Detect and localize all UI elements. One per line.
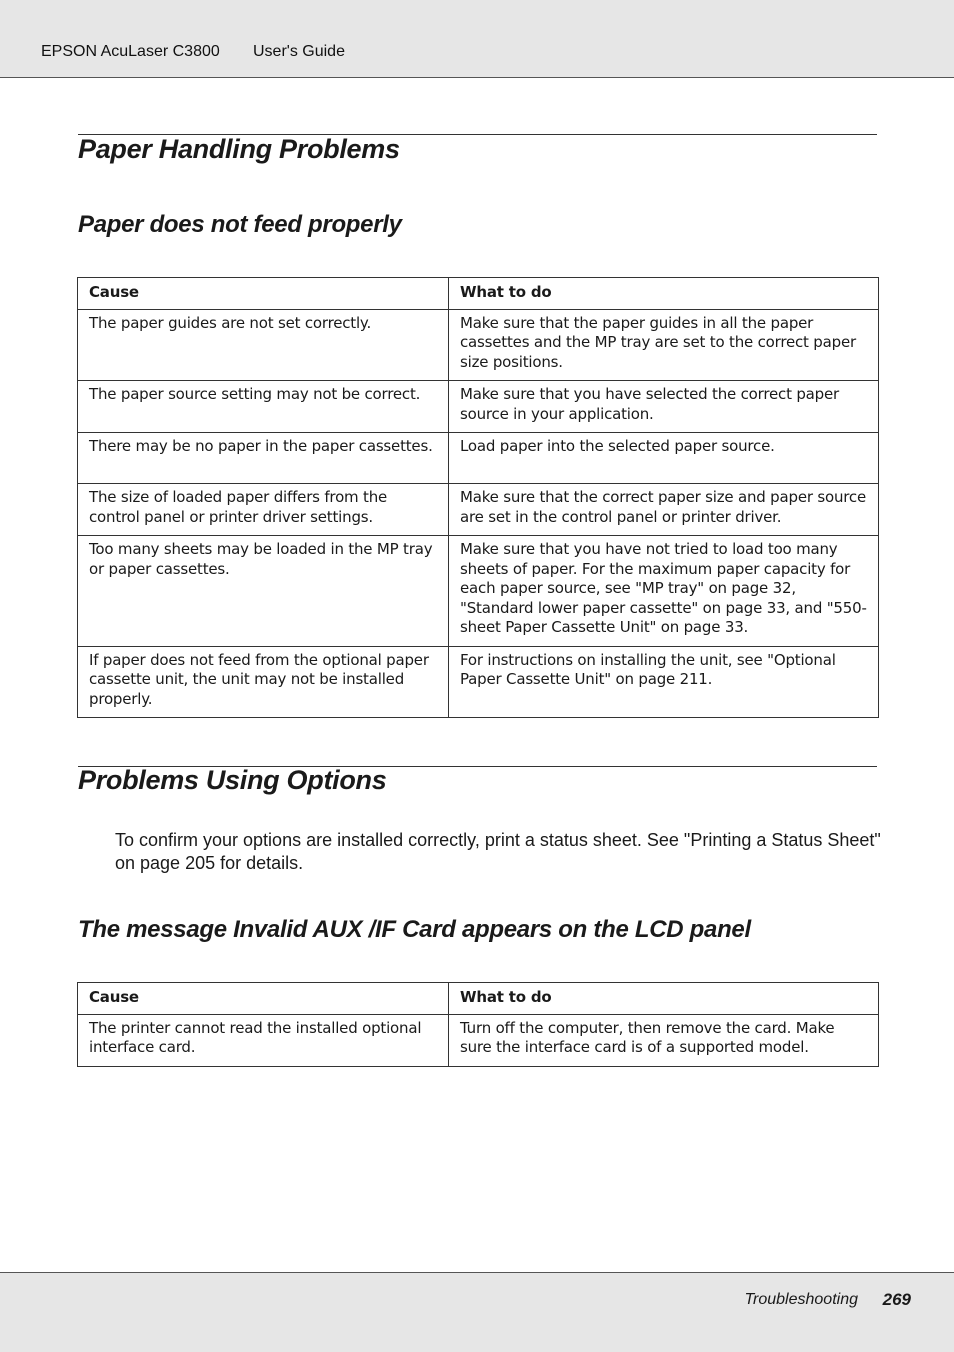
paper-feed-table: [77, 277, 879, 718]
table-row: [78, 381, 879, 433]
page-number: 269: [882, 1290, 911, 1309]
table-header-row: [78, 983, 879, 1015]
remedy-cell: Make sure that you have not tried to load too many sheets of paper. For the maximum paper capacity for each paper source, see "MP tray" on page 32, "Standard lower paper cassette" on page 33, and "550-sheet Paper Cassette Unit" on page 33.: [449, 536, 879, 647]
column-header-what-to-do: What to do: [449, 983, 879, 1015]
table-row: [78, 536, 879, 647]
remedy-cell: Make sure that the correct paper size and paper source are set in the control panel or printer driver.: [449, 484, 879, 536]
table-row: [78, 484, 879, 536]
section-title: Problems Using Options: [78, 765, 387, 795]
header-product: EPSON AcuLaser C3800: [41, 43, 220, 60]
cause-cell: The printer cannot read the installed optional interface card.: [78, 1014, 449, 1066]
cause-cell: Too many sheets may be loaded in the MP tray or paper cassettes.: [78, 536, 449, 647]
header-guide-title: User's Guide: [253, 43, 345, 60]
cause-cell: The paper source setting may not be correct.: [78, 381, 449, 433]
table-row: [78, 1014, 879, 1066]
intro-paragraph: To confirm your options are installed correctly, print a status sheet. See "Printing a Status Sheet" on page 205 for details.: [115, 830, 881, 873]
remedy-cell: Load paper into the selected paper source.: [449, 433, 879, 484]
column-header-what-to-do: What to do: [449, 278, 879, 310]
remedy-cell: For instructions on installing the unit, see "Optional Paper Cassette Unit" on page 211.: [449, 646, 879, 718]
table-row: [78, 433, 879, 484]
column-header-cause: Cause: [78, 983, 449, 1015]
cause-cell: The paper guides are not set correctly.: [78, 309, 449, 381]
cause-cell: The size of loaded paper differs from the control panel or printer driver settings.: [78, 484, 449, 536]
aux-card-table: [77, 982, 879, 1067]
table-row: [78, 646, 879, 718]
page-header: [0, 0, 954, 78]
cause-cell: There may be no paper in the paper cassettes.: [78, 433, 449, 484]
table-row: [78, 309, 879, 381]
footer-section-name: Troubleshooting: [744, 1291, 858, 1308]
section-title: Paper Handling Problems: [78, 134, 400, 164]
subsection-title: Paper does not feed properly: [78, 211, 402, 238]
remedy-cell: Make sure that the paper guides in all the paper cassettes and the MP tray are set to the correct paper size positions.: [449, 309, 879, 381]
cause-cell: If paper does not feed from the optional paper cassette unit, the unit may not be installed properly.: [78, 646, 449, 718]
subsection-title: The message Invalid AUX /IF Card appears on the LCD panel: [78, 916, 751, 943]
page-footer: [0, 1272, 954, 1352]
table-header-row: [78, 278, 879, 310]
remedy-cell: Make sure that you have selected the correct paper source in your application.: [449, 381, 879, 433]
column-header-cause: Cause: [78, 278, 449, 310]
remedy-cell: Turn off the computer, then remove the card. Make sure the interface card is of a supported model.: [449, 1014, 879, 1066]
